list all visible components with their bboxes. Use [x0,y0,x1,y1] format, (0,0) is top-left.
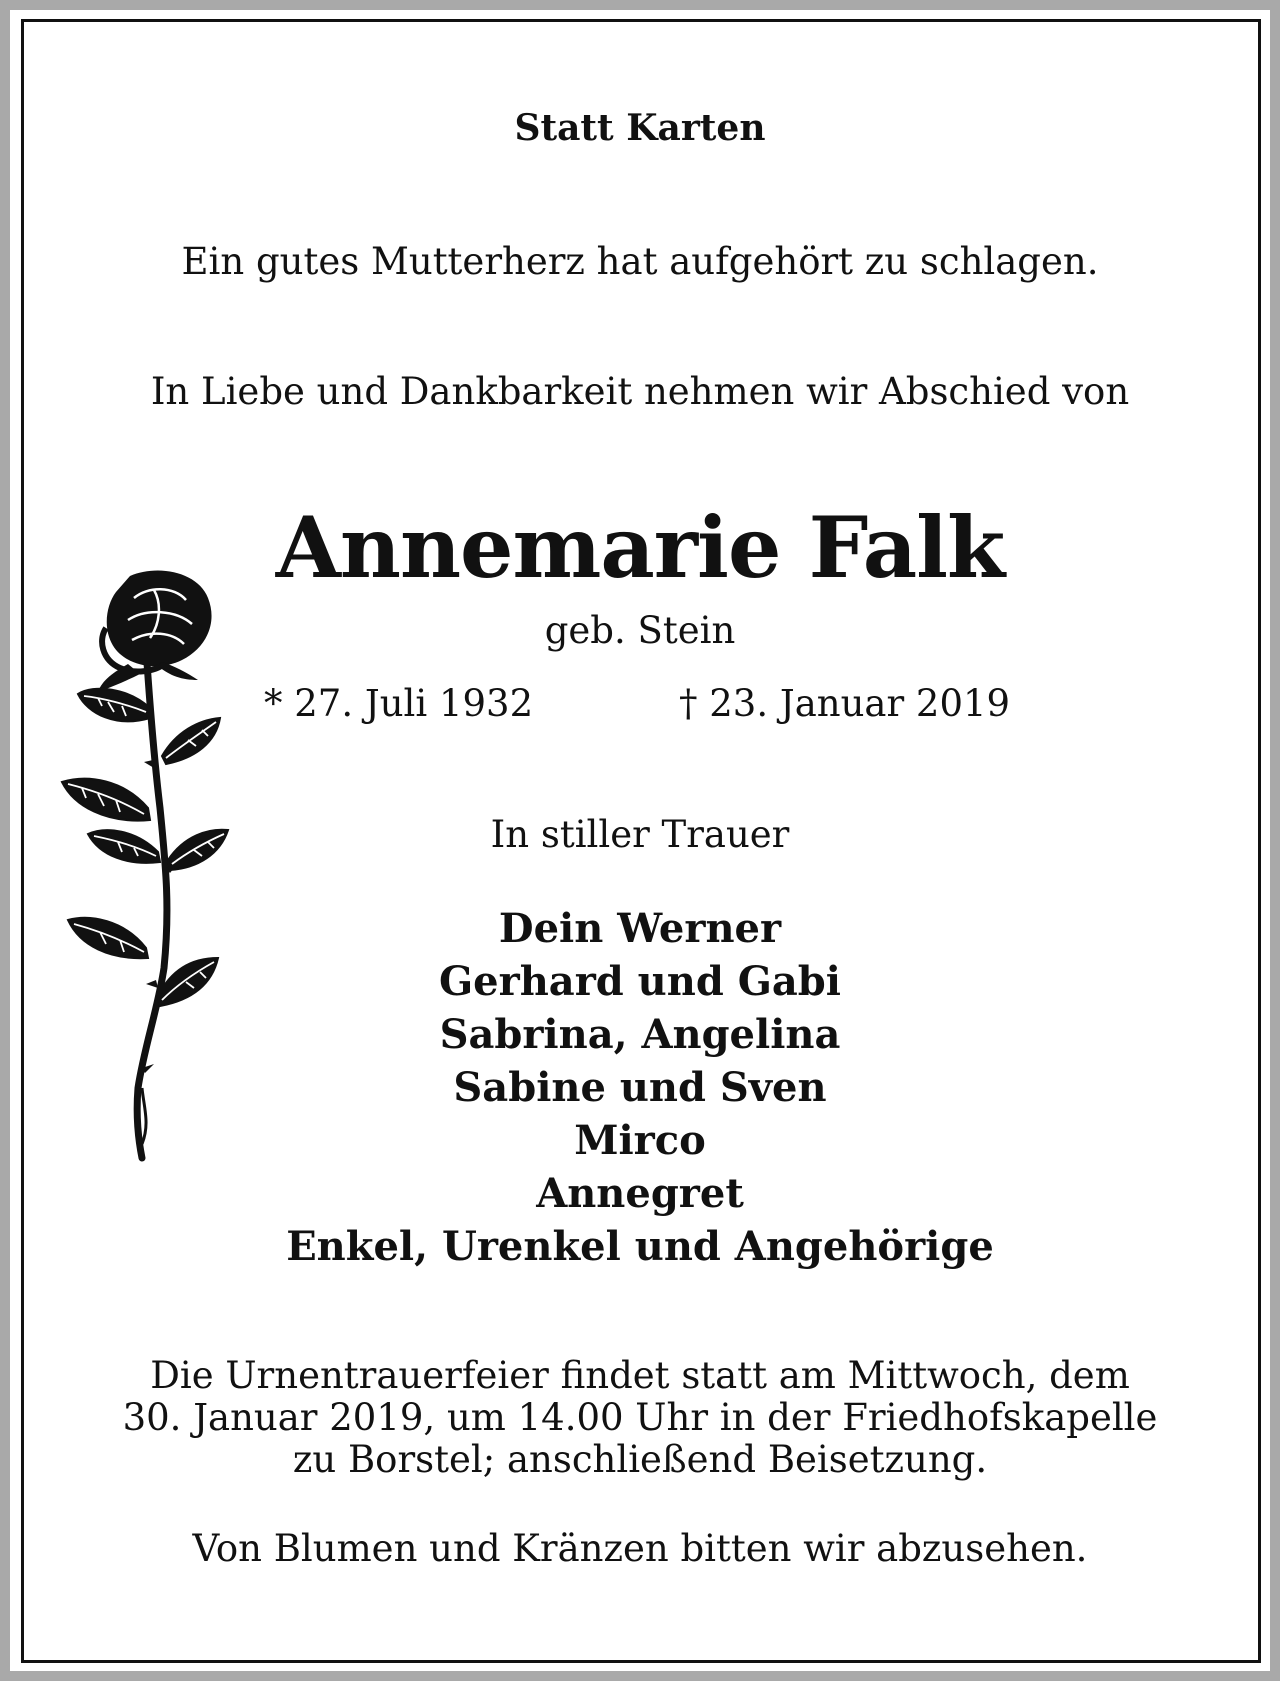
rose-icon [58,568,258,1168]
mourner-name: Enkel, Urenkel und Angehörige [286,1223,994,1270]
intro-line-2: In Liebe und Dankbarkeit nehmen wir Abschied von [150,370,1130,413]
notice-header: Statt Karten [514,107,766,149]
death-date: † 23. Januar 2019 [679,682,1011,725]
mourner-name: Gerhard und Gabi [439,958,841,1005]
mourner-name: Dein Werner [498,905,782,952]
closing-line: Von Blumen und Kränzen bitten wir abzusehen. [192,1527,1088,1570]
intro-line-1: Ein gutes Mutterherz hat aufgehört zu schlagen. [181,240,1099,283]
maiden-name: geb. Stein [544,609,736,652]
mourning-line: In stiller Trauer [490,813,790,856]
mourner-name: Sabrina, Angelina [439,1011,841,1058]
service-line: 30. Januar 2019, um 14.00 Uhr in der Friedhofskapelle [122,1396,1158,1439]
deceased-name: Annemarie Falk [275,498,1005,597]
service-line: zu Borstel; anschließend Beisetzung. [292,1438,988,1481]
mourner-name: Sabine und Sven [453,1064,827,1111]
service-info [0,1355,1280,1481]
mourner-name: Mirco [574,1117,706,1164]
service-line: Die Urnentrauerfeier findet statt am Mittwoch, dem [150,1354,1130,1397]
birth-date: * 27. Juli 1932 [264,682,534,725]
mourner-name: Annegret [536,1170,744,1217]
